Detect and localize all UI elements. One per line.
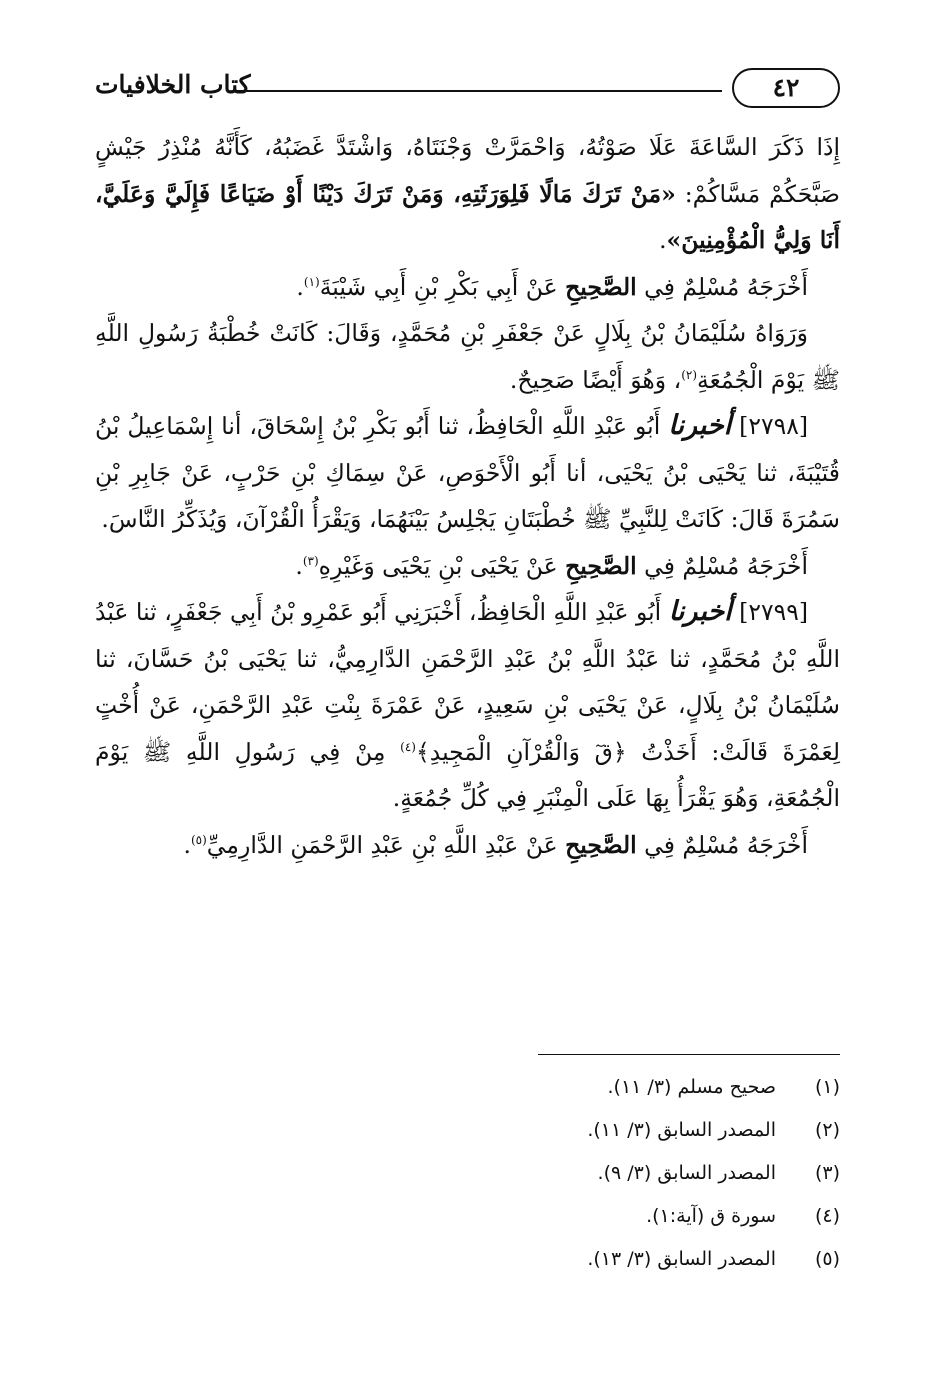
footnote-text: المصدر السابق (٣/ ١٣).	[587, 1248, 776, 1270]
text: مِنْ فِي رَسُولِ اللَّهِ ﷺ يَوْمَ الْجُمُعَةِ، وَهُوَ يَقْرَأُ بِهَا عَلَى الْمِنْبَرِ فِي كُلِّ جُمُعَةٍ.	[95, 737, 840, 812]
paragraph-4	[95, 403, 840, 543]
narration-text: إِذَا ذَكَرَ السَّاعَةَ عَلَا صَوْتُهُ، وَاحْمَرَّتْ وَجْنَتَاهُ، وَاشْتَدَّ غَضَبُهُ، كَأَنَّهُ مُنْذِرُ جَيْشٍ صَبَّحَكُمْ مَسَّاكُمْ:	[95, 133, 841, 208]
footnote-4	[340, 1205, 840, 1248]
punctuation: .	[295, 551, 303, 580]
footnote-3	[340, 1162, 840, 1205]
text: أَخْرَجَهُ مُسْلِمٌ فِي	[636, 272, 808, 301]
text: أَخْرَجَهُ مُسْلِمٌ فِي	[636, 830, 808, 859]
text: ، وَهُوَ أَيْضًا صَحِيحٌ.	[509, 365, 682, 394]
footnote-number: (٢)	[814, 1119, 840, 1141]
running-title: كتاب الخلافيات	[95, 70, 251, 99]
akhbarana-word: أخبرنا	[668, 410, 732, 441]
hadith-number: [٢٧٩٨]	[731, 412, 809, 440]
footnote-5	[340, 1248, 840, 1291]
footnote-1	[340, 1076, 840, 1119]
page-header	[95, 62, 840, 112]
footnote-ref: (١)	[303, 274, 320, 289]
footnote-number: (٣)	[814, 1162, 840, 1184]
punctuation: .	[296, 272, 304, 301]
text: عَنْ يَحْيَى بْنِ يَحْيَى وَغَيْرِهِ	[318, 551, 566, 580]
footnote-ref: (٢)	[681, 367, 698, 382]
main-text	[95, 124, 840, 868]
paragraph-7	[95, 822, 840, 869]
footnote-2	[340, 1119, 840, 1162]
text: أَبُو عَبْدِ اللَّهِ الْحَافِظُ، أَخْبَرَنِي أَبُو عَمْرِو بْنُ أَبِي جَعْفَرٍ، ثنا عَبْدُ اللَّهِ بْنُ مُحَمَّدٍ، ثنا عَبْدُ اللَّهِ بْنُ عَبْدِ الرَّحْمَنِ الدَّارِمِيُّ، ثنا يَحْيَى بْنُ حَسَّانَ، ثنا سُلَيْمَانُ بْنُ بِلَالٍ، عَنْ يَحْيَى بْنِ سَعِيدٍ، عَنْ عَمْرَةَ بِنْتِ عَبْدِ الرَّحْمَنِ، عَنْ أُخْتٍ لِعَمْرَةَ قَالَتْ: أَخَذْتُ ﴿قٓ وَالْقُرْآنِ الْمَجِيدِ﴾	[95, 598, 840, 766]
text: أَبُو عَبْدِ اللَّهِ الْحَافِظُ، ثنا أَبُو بَكْرِ بْنُ إِسْحَاقَ، أنا إِسْمَاعِيلُ بْنُ قُتَيْبَةَ، ثنا يَحْيَى بْنُ يَحْيَى، أنا أَبُو الْأَحْوَصِ، عَنْ سِمَاكِ بْنِ حَرْبٍ، عَنْ جَابِرِ بْنِ سَمُرَةَ قَالَ: كَانَتْ لِلنَّبِيِّ ﷺ خُطْبَتَانِ يَجْلِسُ بَيْنَهُمَا، وَيَقْرَأُ الْقُرْآنَ، وَيُذَكِّرُ النَّاسَ.	[95, 412, 840, 533]
text: عَنْ عَبْدِ اللَّهِ بْنِ عَبْدِ الرَّحْمَنِ الدَّارِمِيِّ	[206, 830, 566, 859]
akhbarana-word: أخبرنا	[668, 596, 732, 627]
text: أَخْرَجَهُ مُسْلِمٌ فِي	[636, 551, 808, 580]
footnote-text: المصدر السابق (٣/ ١١).	[587, 1119, 776, 1141]
paragraph-3	[95, 310, 840, 403]
footnote-text: المصدر السابق (٣/ ٩).	[597, 1162, 776, 1184]
book-name: الصَّحِيحِ	[565, 830, 637, 859]
book-name: الصَّحِيحِ	[565, 272, 637, 301]
footnote-text: سورة ق (آية:١).	[646, 1205, 776, 1227]
hadith-number: [٢٧٩٩]	[731, 598, 808, 626]
page-number: ٤٢	[732, 68, 840, 108]
punctuation: .	[659, 226, 667, 254]
footnote-text: صحيح مسلم (٣/ ١١).	[607, 1076, 776, 1098]
footnote-number: (٤)	[814, 1205, 840, 1227]
footnote-ref: (٤)	[400, 739, 416, 754]
footnote-number: (١)	[814, 1076, 840, 1098]
footnote-ref: (٣)	[302, 553, 319, 568]
punctuation: .	[183, 830, 191, 859]
text: عَنْ أَبِي بَكْرِ بْنِ أَبِي شَيْبَةَ	[319, 272, 566, 301]
footnote-separator	[538, 1054, 840, 1055]
paragraph-5	[95, 543, 840, 590]
book-name: الصَّحِيحِ	[565, 551, 637, 580]
header-rule	[235, 90, 722, 92]
text: وَرَوَاهُ سُلَيْمَانُ بْنُ بِلَالٍ عَنْ جَعْفَرِ بْنِ مُحَمَّدٍ، وَقَالَ: كَانَتْ خُطْبَةُ رَسُولِ اللَّهِ ﷺ يَوْمَ الْجُمُعَةِ	[95, 319, 840, 394]
paragraph-2	[95, 264, 840, 311]
footnote-number: (٥)	[814, 1248, 840, 1270]
footnote-ref: (٥)	[190, 832, 207, 847]
hadith-quote: «مَنْ تَرَكَ مَالًا فَلِوَرَثَتِهِ، وَمَنْ تَرَكَ دَيْنًا أَوْ ضَيَاعًا فَإِلَيَّ وَعَلَيَّ، أَنَا وَلِيُّ الْمُؤْمِنِينَ»	[95, 179, 840, 254]
paragraph-1	[95, 124, 840, 264]
footnotes	[340, 1076, 840, 1291]
paragraph-6	[95, 589, 840, 822]
